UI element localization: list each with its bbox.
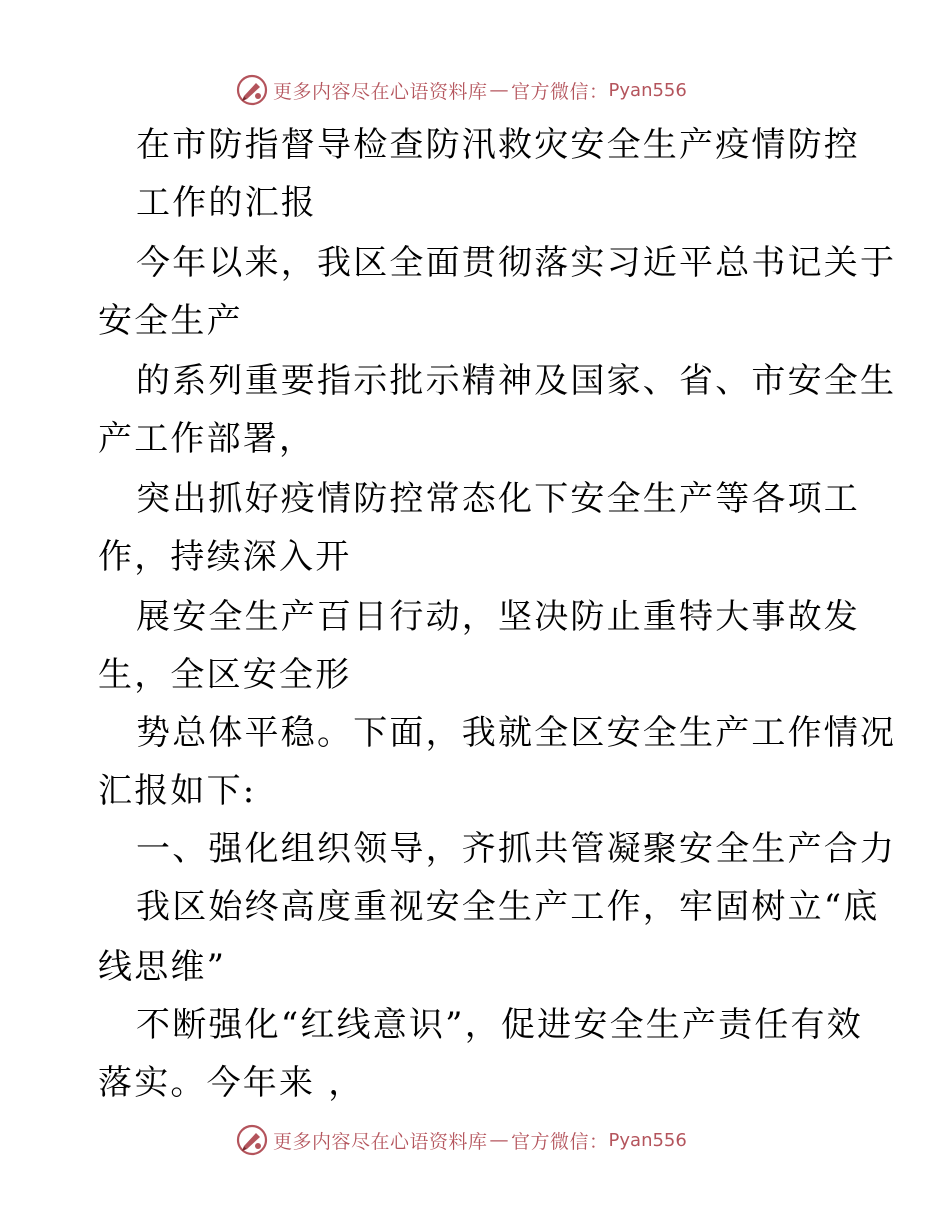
text-line: 产工作部署， (98, 419, 316, 459)
text-line: 汇报如下: (98, 771, 257, 811)
banner-wechat-id: Pyan556 (608, 79, 687, 101)
footer-watermark-banner (236, 1124, 687, 1156)
book-pen-logo-icon (236, 1124, 268, 1156)
book-pen-logo-icon (236, 74, 268, 106)
text-line: 不断强化“红线意识”，促进安全生产责任有效 (136, 1005, 863, 1045)
banner-title: 更多内容尽在心语资料库 (273, 1130, 488, 1153)
text-line: 生，全区安全形 (98, 655, 352, 695)
text-line: 我区始终高度重视安全生产工作，牢固树立“底 (136, 887, 880, 927)
banner-wechat-label: 官方微信： (511, 1130, 609, 1153)
banner-wechat-label: 官方微信： (511, 80, 609, 103)
text-line: 展安全生产百日行动，坚决防止重特大事故发 (136, 597, 860, 637)
text-line: 的系列重要指示批示精神及国家、省、市安全生 (136, 361, 897, 401)
section-heading: 一、强化组织领导，齐抓共管凝聚安全生产合力 (136, 829, 897, 869)
document-title-line-2: 工作的汇报 (136, 183, 317, 223)
text-line: 今年以来，我区全面贯彻落实习近平总书记关于 (136, 243, 897, 283)
document-title-line-1: 在市防指督导检查防汛救灾安全生产疫情防控 (136, 125, 860, 165)
banner-title: 更多内容尽在心语资料库 (273, 80, 488, 103)
text-line: 势总体平稳。下面，我就全区安全生产工作情况 (136, 713, 897, 753)
text-line: 线思维” (98, 947, 227, 987)
text-line: 作，持续深入开 (98, 537, 352, 577)
header-watermark-banner (236, 74, 687, 106)
text-line: 落实。今年来 ， (98, 1063, 365, 1103)
banner-dash: — (489, 79, 510, 101)
text-line: 突出抓好疫情防控常态化下安全生产等各项工 (136, 479, 860, 519)
text-line: 安全生产 (98, 301, 243, 341)
banner-wechat-id: Pyan556 (608, 1129, 687, 1151)
banner-dash: — (489, 1129, 510, 1151)
